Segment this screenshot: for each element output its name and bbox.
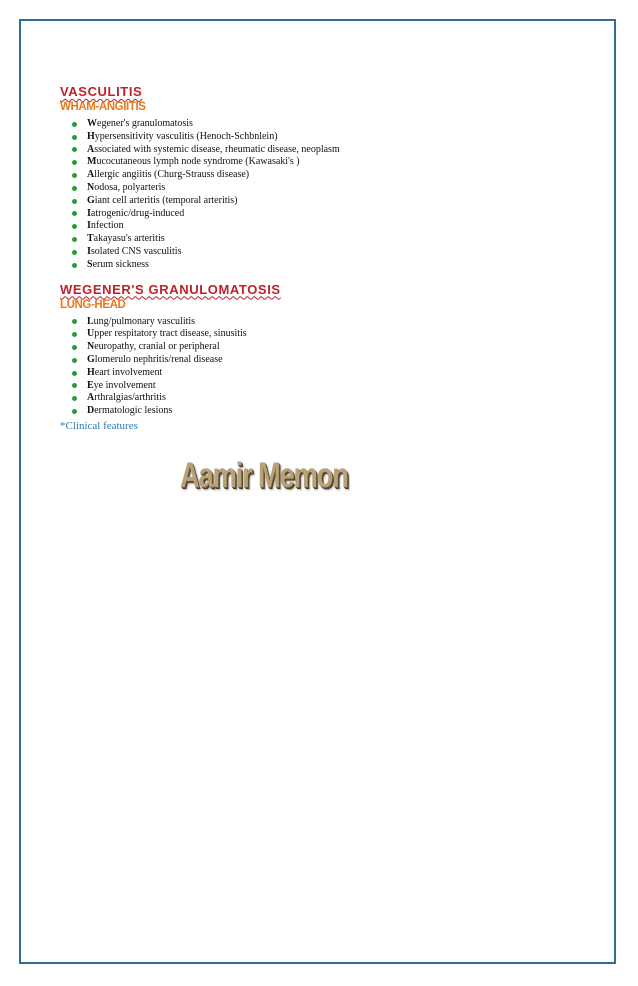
section-title: WEGENER'S GRANULOMATOSIS: [60, 281, 281, 297]
list-item: [72, 169, 580, 182]
item-text: nfection: [90, 220, 124, 232]
bullet-icon: [72, 332, 77, 337]
item-initial: M: [87, 156, 97, 168]
item-text: ypersensitivity vasculitis (Henoch-Schbnlein): [94, 130, 278, 142]
bullet-icon: [72, 358, 77, 363]
item-text: ucocutaneous lymph node syndrome (Kawasaki's ): [96, 156, 300, 168]
item-initial: S: [87, 258, 93, 270]
item-text: solated CNS vasculitis: [90, 245, 182, 257]
item-text: erum sickness: [92, 258, 149, 270]
section-subtitle: LUNG-HEAD: [60, 298, 126, 311]
bullet-icon: [72, 345, 77, 350]
item-text: atrogenic/drug-induced: [90, 207, 185, 219]
item-initial: D: [87, 405, 95, 417]
item-initial: H: [87, 130, 95, 142]
bullet-icon: [72, 383, 77, 388]
list-item: [72, 208, 580, 221]
list-item: [72, 354, 580, 367]
section-title: VASCULITIS: [60, 84, 143, 99]
item-text: iant cell arteritis (temporal arteritis): [94, 194, 238, 206]
item-text: akayasu's arteritis: [93, 233, 165, 245]
bullet-icon: [72, 122, 77, 127]
bullet-icon: [72, 319, 77, 324]
item-text: ssociated with systemic disease, rheumatic disease, neoplasm: [94, 143, 340, 155]
item-text: europathy, cranial or peripheral: [94, 341, 220, 353]
author-signature: Aamir Memon: [180, 456, 348, 495]
list-item: [72, 233, 580, 246]
item-initial: G: [87, 194, 95, 206]
list-item: [72, 246, 580, 259]
section-wegeners: [60, 282, 580, 433]
bullet-icon: [72, 250, 77, 255]
section-vasculitis: [60, 84, 580, 272]
bullet-icon: [72, 263, 77, 268]
item-text: egener's granulomatosis: [97, 118, 193, 129]
item-initial: L: [87, 315, 94, 327]
item-text: ye involvement: [93, 379, 156, 391]
item-text: rthralgias/arthritis: [94, 392, 166, 404]
item-initial: E: [87, 379, 94, 391]
item-text: llergic angiitis (Churg-Strauss disease): [94, 169, 250, 181]
bullet-icon: [72, 160, 77, 165]
list-item: [72, 156, 580, 169]
bullet-icon: [72, 199, 77, 204]
list-item: [72, 144, 580, 157]
mnemonic-list: [60, 118, 580, 272]
list-item: [72, 220, 580, 233]
item-text: odosa, polyarteris: [94, 181, 166, 193]
item-initial: T: [87, 233, 94, 245]
bullet-icon: [72, 396, 77, 401]
list-item: [72, 341, 580, 354]
item-initial: A: [87, 143, 95, 155]
section-subtitle: WHAM-ANGIITIS: [60, 101, 146, 113]
list-item: [72, 405, 580, 418]
document-content: [60, 84, 580, 433]
bullet-icon: [72, 147, 77, 152]
footnote: *Clinical features: [60, 419, 138, 432]
list-item: [72, 380, 580, 393]
item-text: lomerulo nephritis/renal disease: [94, 353, 223, 365]
item-initial: U: [87, 328, 95, 340]
item-initial: G: [87, 353, 95, 365]
item-initial: N: [87, 341, 95, 353]
item-initial: N: [87, 181, 95, 193]
item-initial: A: [87, 169, 95, 181]
list-item: [72, 195, 580, 208]
list-item: [72, 259, 580, 272]
bullet-icon: [72, 409, 77, 414]
bullet-icon: [72, 371, 77, 376]
item-initial: A: [87, 392, 95, 404]
list-item: [72, 182, 580, 195]
list-item: [72, 367, 580, 380]
bullet-icon: [72, 135, 77, 140]
bullet-icon: [72, 173, 77, 178]
bullet-icon: [72, 224, 77, 229]
list-item: [72, 118, 580, 131]
item-text: ermatologic lesions: [94, 405, 173, 417]
item-initial: W: [87, 118, 97, 129]
list-item: [72, 316, 580, 329]
item-initial: I: [87, 207, 91, 219]
item-text: ung/pulmonary vasculitis: [93, 315, 196, 327]
list-item: [72, 131, 580, 144]
item-initial: H: [87, 366, 95, 378]
list-item: [72, 328, 580, 341]
item-text: pper respitatory tract disease, sinusitis: [94, 328, 247, 340]
mnemonic-list: [60, 316, 580, 418]
bullet-icon: [72, 211, 77, 216]
bullet-icon: [72, 237, 77, 242]
bullet-icon: [72, 186, 77, 191]
item-initial: I: [87, 245, 91, 257]
item-initial: I: [87, 220, 91, 232]
list-item: [72, 392, 580, 405]
item-text: eart involvement: [94, 366, 163, 378]
